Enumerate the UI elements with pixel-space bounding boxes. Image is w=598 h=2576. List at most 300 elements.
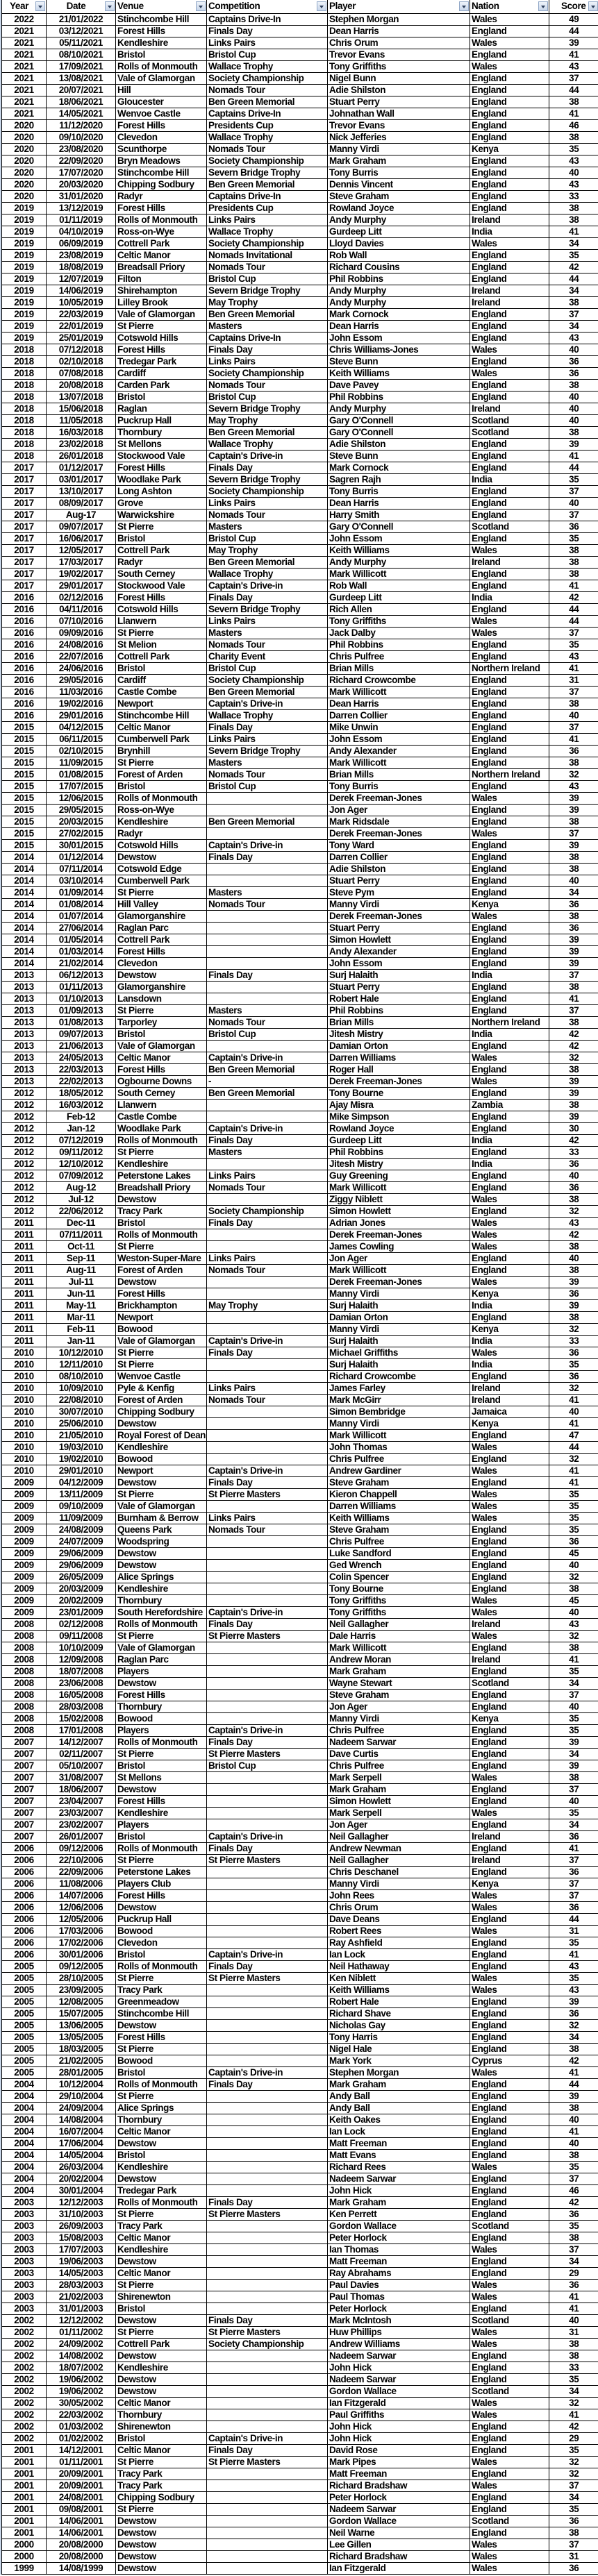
venue-cell[interactable]: Forest Hills <box>116 1063 207 1075</box>
nation-cell[interactable]: Ireland <box>470 296 549 308</box>
year-cell[interactable]: 2016 <box>2 650 47 662</box>
nation-cell[interactable]: Wales <box>470 2338 549 2350</box>
competition-cell[interactable]: Finals Day <box>207 1347 328 1358</box>
player-cell[interactable]: Neil Gallagher <box>328 1854 470 1866</box>
competition-cell[interactable]: Bristol Cup <box>207 532 328 544</box>
nation-cell[interactable]: Wales <box>470 1052 549 1063</box>
year-cell[interactable]: 2006 <box>2 1937 47 1948</box>
year-cell[interactable]: 2010 <box>2 1465 47 1476</box>
date-cell[interactable]: 22/03/2013 <box>47 1063 116 1075</box>
competition-cell[interactable] <box>207 2421 328 2432</box>
nation-cell[interactable]: England <box>470 1311 549 1323</box>
year-cell[interactable]: 2002 <box>2 2432 47 2444</box>
nation-cell[interactable]: Wales <box>470 2161 549 2173</box>
player-cell[interactable]: Simon Howlett <box>328 1205 470 1217</box>
venue-cell[interactable]: St Pierre <box>116 1358 207 1370</box>
nation-cell[interactable]: Wales <box>470 2562 549 2574</box>
date-cell[interactable]: 19/02/2016 <box>47 698 116 709</box>
competition-cell[interactable] <box>207 1158 328 1170</box>
date-cell[interactable]: 12/08/2005 <box>47 1996 116 2007</box>
score-cell[interactable]: 37 <box>549 2173 598 2184</box>
player-cell[interactable]: Jon Ager <box>328 1819 470 1830</box>
competition-cell[interactable]: Nomads Tour <box>207 1394 328 1406</box>
year-cell[interactable]: 2013 <box>2 969 47 981</box>
player-cell[interactable]: Mark Ridsdale <box>328 816 470 827</box>
venue-cell[interactable]: Forest of Arden <box>116 1264 207 1276</box>
year-cell[interactable]: 2014 <box>2 898 47 910</box>
player-cell[interactable]: Lee Gillen <box>328 2539 470 2550</box>
venue-cell[interactable]: Rolls of Monmouth <box>116 2078 207 2090</box>
player-cell[interactable]: Gary O'Connell <box>328 521 470 532</box>
nation-cell[interactable]: England <box>470 839 549 851</box>
date-cell[interactable]: 23/02/2007 <box>47 1819 116 1830</box>
score-cell[interactable]: 37 <box>549 2539 598 2550</box>
year-cell[interactable]: 2002 <box>2 2409 47 2421</box>
player-cell[interactable]: Mark Cornock <box>328 462 470 473</box>
nation-cell[interactable]: India <box>470 1335 549 1347</box>
venue-cell[interactable]: Shirenewton <box>116 2421 207 2432</box>
year-cell[interactable]: 2017 <box>2 497 47 509</box>
competition-cell[interactable] <box>207 2184 328 2196</box>
player-cell[interactable]: Stephen Morgan <box>328 13 470 25</box>
nation-cell[interactable]: England <box>470 721 549 733</box>
player-cell[interactable]: Mark McIntosh <box>328 2314 470 2326</box>
year-cell[interactable]: 2016 <box>2 674 47 686</box>
venue-cell[interactable]: Raglan Parc <box>116 922 207 934</box>
year-cell[interactable]: 2006 <box>2 1842 47 1854</box>
venue-cell[interactable]: St Pierre <box>116 2503 207 2515</box>
date-cell[interactable]: 07/12/2019 <box>47 1134 116 1146</box>
year-cell[interactable]: 2007 <box>2 1771 47 1783</box>
date-cell[interactable]: 30/01/2006 <box>47 1948 116 1960</box>
venue-cell[interactable]: Stinchcombe Hill <box>116 709 207 721</box>
year-cell[interactable]: 2004 <box>2 2161 47 2173</box>
player-cell[interactable]: Gordon Wallace <box>328 2220 470 2232</box>
date-cell[interactable]: 24/08/2009 <box>47 1524 116 1535</box>
year-cell[interactable]: 2003 <box>2 2291 47 2303</box>
score-cell[interactable]: 42 <box>549 1028 598 1040</box>
year-cell[interactable]: 2015 <box>2 816 47 827</box>
nation-cell[interactable]: England <box>470 2362 549 2373</box>
venue-cell[interactable]: Rolls of Monmouth <box>116 1229 207 1240</box>
year-cell[interactable]: 2002 <box>2 2373 47 2385</box>
year-cell[interactable]: 2011 <box>2 1335 47 1347</box>
venue-cell[interactable]: Vale of Glamorgan <box>116 1642 207 1653</box>
score-cell[interactable]: 39 <box>549 1299 598 1311</box>
competition-cell[interactable]: Captains Drive-In <box>207 332 328 344</box>
competition-cell[interactable] <box>207 2480 328 2491</box>
score-cell[interactable]: 42 <box>549 1229 598 1240</box>
nation-cell[interactable]: England <box>470 993 549 1004</box>
competition-cell[interactable] <box>207 2114 328 2125</box>
venue-cell[interactable]: Bristol <box>116 1948 207 1960</box>
venue-cell[interactable]: Dewstow <box>116 851 207 863</box>
year-cell[interactable]: 2014 <box>2 886 47 898</box>
nation-cell[interactable]: Scotland <box>470 2314 549 2326</box>
year-cell[interactable]: 2018 <box>2 355 47 367</box>
competition-cell[interactable]: Finals Day <box>207 1217 328 1229</box>
date-cell[interactable]: 29/01/2010 <box>47 1465 116 1476</box>
competition-cell[interactable]: Captain's Drive-in <box>207 839 328 851</box>
venue-cell[interactable]: Shirenewton <box>116 2291 207 2303</box>
year-cell[interactable]: 2018 <box>2 379 47 391</box>
venue-cell[interactable]: St Mellons <box>116 438 207 450</box>
year-cell[interactable]: 2013 <box>2 1075 47 1087</box>
nation-cell[interactable]: Wales <box>470 2326 549 2338</box>
score-cell[interactable]: 43 <box>549 332 598 344</box>
nation-cell[interactable]: England <box>470 745 549 757</box>
player-cell[interactable]: Derek Freeman-Jones <box>328 1229 470 1240</box>
venue-cell[interactable]: Cotswold Hills <box>116 839 207 851</box>
nation-cell[interactable]: Scotland <box>470 2385 549 2397</box>
player-cell[interactable]: Tony Griffiths <box>328 1594 470 1606</box>
date-cell[interactable]: 06/09/2019 <box>47 237 116 249</box>
nation-cell[interactable]: Wales <box>470 1240 549 1252</box>
player-cell[interactable]: Rob Wall <box>328 580 470 591</box>
player-cell[interactable]: Mark Willicott <box>328 568 470 580</box>
score-cell[interactable]: 47 <box>549 1429 598 1441</box>
score-cell[interactable]: 44 <box>549 25 598 37</box>
score-cell[interactable]: 41 <box>549 49 598 60</box>
venue-cell[interactable]: Woodlake Park <box>116 1122 207 1134</box>
player-cell[interactable]: Derek Freeman-Jones <box>328 910 470 922</box>
year-cell[interactable]: 2008 <box>2 1677 47 1689</box>
date-cell[interactable]: 20/09/2001 <box>47 2468 116 2480</box>
competition-cell[interactable] <box>207 2043 328 2055</box>
date-cell[interactable]: 05/11/2021 <box>47 37 116 49</box>
date-cell[interactable]: 22/02/2013 <box>47 1075 116 1087</box>
venue-cell[interactable]: Raglan <box>116 403 207 414</box>
venue-cell[interactable]: Tredegar Park <box>116 2184 207 2196</box>
score-cell[interactable]: 40 <box>549 2137 598 2149</box>
year-cell[interactable]: 2016 <box>2 615 47 627</box>
date-cell[interactable]: 03/01/2017 <box>47 473 116 485</box>
year-cell[interactable]: 2003 <box>2 2196 47 2208</box>
venue-cell[interactable]: Chipping Sodbury <box>116 1406 207 1417</box>
score-cell[interactable]: 42 <box>549 2421 598 2432</box>
competition-cell[interactable]: Nomads Tour <box>207 379 328 391</box>
year-cell[interactable]: 2006 <box>2 1948 47 1960</box>
player-cell[interactable]: Dale Harris <box>328 1630 470 1642</box>
score-cell[interactable]: 38 <box>549 131 598 143</box>
year-cell[interactable]: 2013 <box>2 981 47 993</box>
nation-cell[interactable]: England <box>470 1476 549 1488</box>
player-cell[interactable]: Derek Freeman-Jones <box>328 827 470 839</box>
player-cell[interactable]: David Rose <box>328 2444 470 2456</box>
score-cell[interactable]: 32 <box>549 2019 598 2031</box>
score-cell[interactable]: 35 <box>549 532 598 544</box>
score-cell[interactable]: 38 <box>549 2338 598 2350</box>
nation-cell[interactable]: England <box>470 1205 549 1217</box>
nation-cell[interactable]: India <box>470 969 549 981</box>
competition-cell[interactable]: Society Championship <box>207 2338 328 2350</box>
nation-cell[interactable]: India <box>470 1299 549 1311</box>
date-cell[interactable]: 14/06/2019 <box>47 285 116 296</box>
year-cell[interactable]: 2020 <box>2 155 47 167</box>
score-cell[interactable]: 35 <box>549 473 598 485</box>
date-cell[interactable]: 13/07/2018 <box>47 391 116 403</box>
date-cell[interactable]: 22/09/2020 <box>47 155 116 167</box>
competition-cell[interactable]: Wallace Trophy <box>207 438 328 450</box>
score-cell[interactable]: 34 <box>549 1819 598 1830</box>
date-cell[interactable]: 07/10/2016 <box>47 615 116 627</box>
score-cell[interactable]: 41 <box>549 993 598 1004</box>
venue-cell[interactable]: Thornbury <box>116 1701 207 1712</box>
year-cell[interactable]: 2002 <box>2 2362 47 2373</box>
date-cell[interactable]: Jan-12 <box>47 1122 116 1134</box>
nation-cell[interactable]: England <box>470 2125 549 2137</box>
date-cell[interactable]: 30/05/2002 <box>47 2397 116 2409</box>
competition-cell[interactable]: Masters <box>207 886 328 898</box>
venue-cell[interactable]: St Pierre <box>116 320 207 332</box>
competition-cell[interactable]: Severn Bridge Trophy <box>207 167 328 178</box>
score-cell[interactable]: 33 <box>549 1146 598 1158</box>
year-cell[interactable]: 2009 <box>2 1606 47 1618</box>
score-cell[interactable]: 39 <box>549 804 598 816</box>
date-cell[interactable]: 04/12/2009 <box>47 1476 116 1488</box>
venue-cell[interactable]: Celtic Manor <box>116 721 207 733</box>
score-cell[interactable]: 39 <box>549 2090 598 2102</box>
score-cell[interactable]: 35 <box>549 1500 598 1512</box>
year-cell[interactable]: 2014 <box>2 945 47 957</box>
year-cell[interactable]: 2010 <box>2 1382 47 1394</box>
score-cell[interactable]: 39 <box>549 934 598 945</box>
venue-cell[interactable]: Tracy Park <box>116 2468 207 2480</box>
score-cell[interactable]: 43 <box>549 650 598 662</box>
player-cell[interactable]: Steve Graham <box>328 1689 470 1701</box>
score-cell[interactable]: 35 <box>549 1488 598 1500</box>
nation-cell[interactable]: Ireland <box>470 1382 549 1394</box>
score-cell[interactable]: 30 <box>549 1122 598 1134</box>
year-cell[interactable]: 2020 <box>2 131 47 143</box>
player-cell[interactable]: Matt Freeman <box>328 2468 470 2480</box>
year-cell[interactable]: 2018 <box>2 367 47 379</box>
competition-cell[interactable] <box>207 2373 328 2385</box>
venue-cell[interactable]: Kendleshire <box>116 1441 207 1453</box>
player-cell[interactable]: John Hick <box>328 2362 470 2373</box>
competition-cell[interactable]: Links Pairs <box>207 1382 328 1394</box>
player-cell[interactable]: Matt Freeman <box>328 2137 470 2149</box>
nation-cell[interactable]: Wales <box>470 237 549 249</box>
year-cell[interactable]: 2013 <box>2 1004 47 1016</box>
venue-cell[interactable]: Llanwern <box>116 615 207 627</box>
competition-cell[interactable] <box>207 1653 328 1665</box>
competition-cell[interactable]: Ben Green Memorial <box>207 178 328 190</box>
nation-cell[interactable]: England <box>470 2173 549 2184</box>
date-cell[interactable]: 01/08/2013 <box>47 1016 116 1028</box>
date-cell[interactable]: 01/11/2002 <box>47 2326 116 2338</box>
score-cell[interactable]: 45 <box>549 1547 598 1559</box>
player-cell[interactable]: Ian Lock <box>328 2125 470 2137</box>
venue-cell[interactable]: Weston-Super-Mare <box>116 1252 207 1264</box>
year-cell[interactable]: 2007 <box>2 1807 47 1819</box>
score-cell[interactable]: 38 <box>549 1099 598 1111</box>
player-cell[interactable]: Kieron Chappell <box>328 1488 470 1500</box>
venue-cell[interactable]: Dewstow <box>116 1417 207 1429</box>
score-cell[interactable]: 32 <box>549 2397 598 2409</box>
year-cell[interactable]: 2006 <box>2 1854 47 1866</box>
score-cell[interactable]: 32 <box>549 1453 598 1465</box>
competition-cell[interactable] <box>207 1913 328 1925</box>
venue-cell[interactable]: Players <box>116 1724 207 1736</box>
date-cell[interactable]: 09/07/2017 <box>47 521 116 532</box>
score-cell[interactable]: 36 <box>549 898 598 910</box>
venue-cell[interactable]: Dewstow <box>116 2539 207 2550</box>
date-cell[interactable]: 01/11/2013 <box>47 981 116 993</box>
nation-cell[interactable]: England <box>470 580 549 591</box>
year-cell[interactable]: 2010 <box>2 1394 47 1406</box>
date-cell[interactable]: 24/07/2009 <box>47 1535 116 1547</box>
nation-cell[interactable]: Wales <box>470 1229 549 1240</box>
competition-cell[interactable]: Captain's Drive-in <box>207 1465 328 1476</box>
competition-cell[interactable]: Wallace Trophy <box>207 131 328 143</box>
year-cell[interactable]: 2003 <box>2 2208 47 2220</box>
player-cell[interactable]: Harry Smith <box>328 509 470 521</box>
nation-cell[interactable]: England <box>470 603 549 615</box>
competition-cell[interactable]: Nomads Tour <box>207 143 328 155</box>
venue-cell[interactable]: Cottrell Park <box>116 934 207 945</box>
competition-cell[interactable] <box>207 2267 328 2279</box>
score-cell[interactable]: 36 <box>549 1370 598 1382</box>
score-cell[interactable]: 44 <box>549 1913 598 1925</box>
nation-cell[interactable]: England <box>470 2114 549 2125</box>
venue-cell[interactable]: Raglan Parc <box>116 1653 207 1665</box>
date-cell[interactable]: 14/08/2004 <box>47 2114 116 2125</box>
venue-cell[interactable]: Bristol <box>116 1830 207 1842</box>
competition-cell[interactable] <box>207 1288 328 1299</box>
year-cell[interactable]: 2001 <box>2 2503 47 2515</box>
date-cell[interactable]: 09/10/2009 <box>47 1500 116 1512</box>
score-cell[interactable]: 41 <box>549 1842 598 1854</box>
score-cell[interactable]: 45 <box>549 1594 598 1606</box>
date-cell[interactable]: 09/07/2013 <box>47 1028 116 1040</box>
player-cell[interactable]: Darren Collier <box>328 709 470 721</box>
year-cell[interactable]: 2015 <box>2 733 47 745</box>
date-cell[interactable]: 09/10/2020 <box>47 131 116 143</box>
nation-cell[interactable]: Wales <box>470 2279 549 2291</box>
year-cell[interactable]: 2014 <box>2 875 47 886</box>
score-cell[interactable]: 33 <box>549 190 598 202</box>
venue-cell[interactable]: Radyr <box>116 827 207 839</box>
date-cell[interactable]: 30/01/2015 <box>47 839 116 851</box>
competition-cell[interactable] <box>207 1689 328 1701</box>
nation-cell[interactable]: Kenya <box>470 1878 549 1889</box>
date-cell[interactable]: Aug-11 <box>47 1264 116 1276</box>
score-cell[interactable]: 41 <box>549 2125 598 2137</box>
nation-cell[interactable]: Wales <box>470 2456 549 2468</box>
competition-cell[interactable] <box>207 1571 328 1583</box>
competition-cell[interactable] <box>207 1429 328 1441</box>
nation-cell[interactable]: England <box>470 1063 549 1075</box>
date-cell[interactable]: 18/03/2005 <box>47 2043 116 2055</box>
year-cell[interactable]: 2012 <box>2 1170 47 1181</box>
year-cell[interactable]: 2016 <box>2 603 47 615</box>
year-cell[interactable]: 2014 <box>2 957 47 969</box>
competition-cell[interactable] <box>207 1665 328 1677</box>
score-cell[interactable]: 41 <box>549 662 598 674</box>
player-cell[interactable]: Luke Sandford <box>328 1547 470 1559</box>
venue-cell[interactable]: Long Ashton <box>116 485 207 497</box>
player-cell[interactable]: Neil Warne <box>328 2527 470 2539</box>
date-cell[interactable]: 15/07/2005 <box>47 2007 116 2019</box>
venue-cell[interactable]: Newport <box>116 698 207 709</box>
year-cell[interactable]: 2021 <box>2 49 47 60</box>
venue-cell[interactable]: Kendleshire <box>116 2362 207 2373</box>
date-cell[interactable]: 31/10/2003 <box>47 2208 116 2220</box>
year-cell[interactable]: 2017 <box>2 521 47 532</box>
venue-cell[interactable]: St Pierre <box>116 886 207 898</box>
nation-cell[interactable]: England <box>470 650 549 662</box>
player-cell[interactable]: Mike Simpson <box>328 1111 470 1122</box>
date-cell[interactable]: 22/03/2002 <box>47 2409 116 2421</box>
venue-cell[interactable]: Players <box>116 1819 207 1830</box>
venue-cell[interactable]: Dewstow <box>116 1677 207 1689</box>
player-cell[interactable]: Ian Thomas <box>328 2244 470 2255</box>
nation-cell[interactable]: Wales <box>470 615 549 627</box>
date-cell[interactable]: 11/12/2020 <box>47 119 116 131</box>
date-cell[interactable]: 20/07/2021 <box>47 84 116 96</box>
year-cell[interactable]: 2011 <box>2 1311 47 1323</box>
player-cell[interactable]: Nicholas Gay <box>328 2019 470 2031</box>
date-cell[interactable]: 09/12/2006 <box>47 1842 116 1854</box>
nation-cell[interactable]: Wales <box>470 544 549 556</box>
venue-cell[interactable]: Bristol <box>116 532 207 544</box>
player-cell[interactable]: Stuart Perry <box>328 96 470 108</box>
player-cell[interactable]: Nadeem Sarwar <box>328 1736 470 1748</box>
date-cell[interactable]: 11/09/2009 <box>47 1512 116 1524</box>
year-cell[interactable]: 2006 <box>2 1878 47 1889</box>
year-cell[interactable]: 2017 <box>2 556 47 568</box>
year-cell[interactable]: 2012 <box>2 1193 47 1205</box>
player-cell[interactable]: Keith Oakes <box>328 2114 470 2125</box>
venue-cell[interactable]: Cotswold Edge <box>116 863 207 875</box>
nation-cell[interactable]: England <box>470 202 549 214</box>
nation-cell[interactable]: Northern Ireland <box>470 662 549 674</box>
score-cell[interactable]: 41 <box>549 1465 598 1476</box>
date-cell[interactable]: 09/08/2001 <box>47 2503 116 2515</box>
score-cell[interactable]: 38 <box>549 2043 598 2055</box>
score-cell[interactable]: 38 <box>549 96 598 108</box>
date-cell[interactable]: 11/05/2018 <box>47 414 116 426</box>
score-cell[interactable]: 35 <box>549 2444 598 2456</box>
competition-cell[interactable] <box>207 1866 328 1878</box>
player-cell[interactable]: Steve Graham <box>328 190 470 202</box>
player-cell[interactable]: Stephen Morgan <box>328 2066 470 2078</box>
competition-cell[interactable]: Finals Day <box>207 2314 328 2326</box>
date-cell[interactable]: 24/09/2002 <box>47 2338 116 2350</box>
year-cell[interactable]: 2007 <box>2 1783 47 1795</box>
competition-cell[interactable] <box>207 2090 328 2102</box>
year-cell[interactable]: 2002 <box>2 2314 47 2326</box>
score-cell[interactable]: 34 <box>549 2031 598 2043</box>
year-cell[interactable]: 2016 <box>2 627 47 639</box>
score-cell[interactable]: 40 <box>549 1559 598 1571</box>
venue-cell[interactable]: Glamorganshire <box>116 981 207 993</box>
score-cell[interactable]: 43 <box>549 1984 598 1996</box>
competition-cell[interactable]: Links Pairs <box>207 1252 328 1264</box>
date-cell[interactable]: 29/01/2016 <box>47 709 116 721</box>
venue-cell[interactable]: Cardiff <box>116 674 207 686</box>
date-cell[interactable]: 22/08/2010 <box>47 1394 116 1406</box>
nation-cell[interactable]: England <box>470 639 549 650</box>
score-cell[interactable]: 32 <box>549 1052 598 1063</box>
player-cell[interactable]: Jitesh Mistry <box>328 1158 470 1170</box>
nation-cell[interactable]: England <box>470 2196 549 2208</box>
nation-cell[interactable]: England <box>470 2373 549 2385</box>
player-cell[interactable]: Phil Robbins <box>328 1004 470 1016</box>
date-cell[interactable]: 01/03/2014 <box>47 945 116 957</box>
score-cell[interactable]: 41 <box>549 2066 598 2078</box>
